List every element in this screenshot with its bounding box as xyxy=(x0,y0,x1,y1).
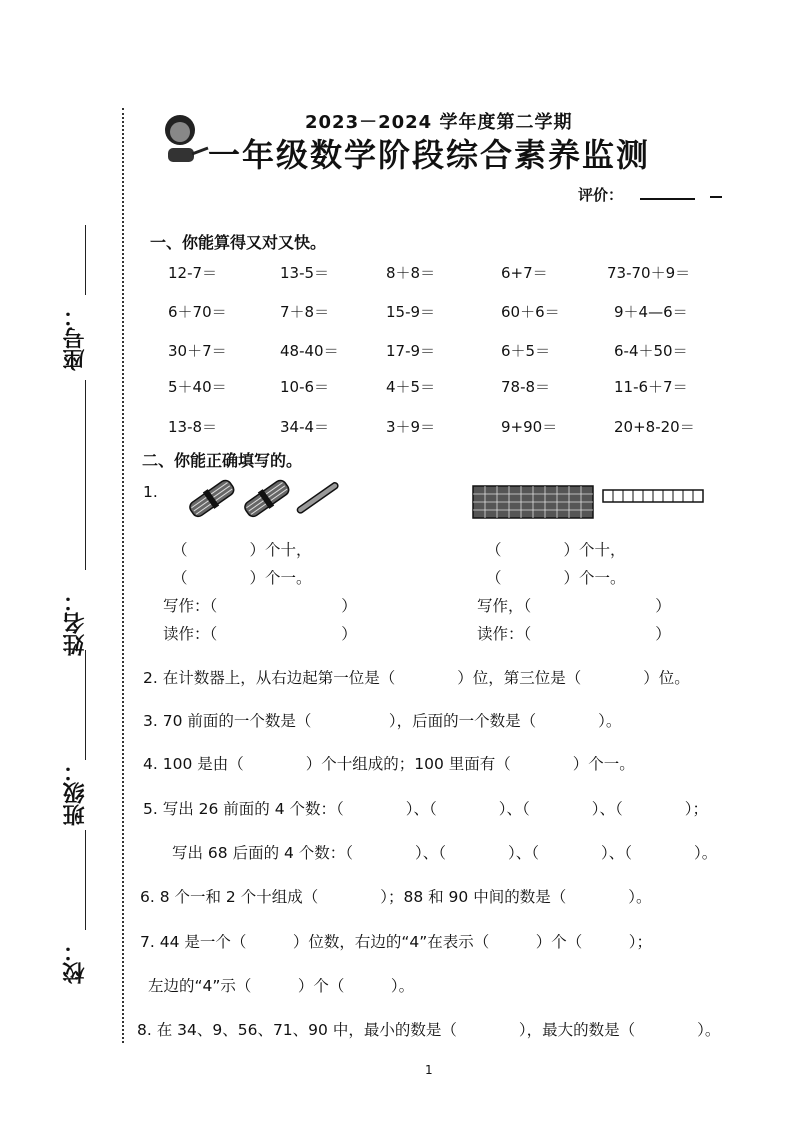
class-label: 班级： xyxy=(63,760,88,826)
calc-item: 73-70＋9＝ xyxy=(607,264,691,282)
q1-right-read: 读作：（ ） xyxy=(477,625,671,643)
section2-heading: 二、你能正确填写的。 xyxy=(142,451,303,470)
question-6: 6. 8 个一和 2 个十组成（ ）；88 和 90 中间的数是（ ）。 xyxy=(140,888,652,906)
calc-item: 6-4＋50＝ xyxy=(614,342,688,360)
calc-item: 48-40＝ xyxy=(280,342,339,360)
calc-item: 9＋4—6＝ xyxy=(614,303,688,321)
seat-line xyxy=(85,225,86,295)
page-title: 一年级数学阶段综合素养监测 xyxy=(208,136,651,174)
calc-item: 9+90＝ xyxy=(501,418,558,436)
calc-item: 15-9＝ xyxy=(386,303,436,321)
question-5b: 写出 68 后面的 4 个数：（ ）、（ ）、（ ）、（ ）。 xyxy=(172,844,718,862)
seat-label: 座号： xyxy=(63,305,88,371)
calc-item: 60＋6＝ xyxy=(501,303,560,321)
q1-right-tens: （ ）个十， xyxy=(486,541,626,559)
calc-item: 6+7＝ xyxy=(501,264,548,282)
name-line-bottom xyxy=(85,650,86,760)
calc-item: 30＋7＝ xyxy=(168,342,227,360)
calc-item: 20+8-20＝ xyxy=(614,418,695,436)
name-line-top xyxy=(85,380,86,570)
term-heading: 2023－2024 学年度第二学期 xyxy=(305,112,573,133)
question-8: 8. 在 34、9、56、71、90 中，最小的数是（ ），最大的数是（ ）。 xyxy=(137,1021,721,1039)
grid-blocks-image xyxy=(472,485,707,519)
rating-dash xyxy=(710,196,722,198)
question-2: 2. 在计数器上，从右边起第一位是（ ）位，第三位是（ ）位。 xyxy=(143,669,690,687)
school-label: 校： xyxy=(63,940,88,984)
section1-heading: 一、你能算得又对又快。 xyxy=(150,233,327,252)
calc-item: 4＋5＝ xyxy=(386,378,436,396)
calc-item: 10-6＝ xyxy=(280,378,330,396)
mascot-logo-icon xyxy=(158,108,210,166)
calc-item: 6＋5＝ xyxy=(501,342,551,360)
stick-bundles-image xyxy=(186,475,341,523)
rating-line xyxy=(640,198,695,200)
class-line xyxy=(85,830,86,930)
question-7a: 7. 44 是一个（ ）位数，右边的“4”在表示（ ）个（ ）； xyxy=(140,933,653,951)
calc-item: 3＋9＝ xyxy=(386,418,436,436)
q1-left-write: 写作：（ ） xyxy=(163,597,357,615)
q1-left-read: 读作：（ ） xyxy=(163,625,357,643)
binding-dotted-line xyxy=(122,108,124,1043)
calc-item: 7＋8＝ xyxy=(280,303,330,321)
calc-item: 34-4＝ xyxy=(280,418,330,436)
question-7b: 左边的“4”示（ ）个（ ）。 xyxy=(148,977,415,995)
calc-item: 5＋40＝ xyxy=(168,378,227,396)
page-number: 1 xyxy=(425,1063,433,1077)
q1-left-ones: （ ）个一。 xyxy=(172,569,312,587)
calc-item: 17-9＝ xyxy=(386,342,436,360)
calc-item: 78-8＝ xyxy=(501,378,551,396)
question-3: 3. 70 前面的一个数是（ ），后面的一个数是（ ）。 xyxy=(143,712,622,730)
calc-item: 11-6＋7＝ xyxy=(614,378,688,396)
calc-item: 12-7＝ xyxy=(168,264,218,282)
calc-item: 6＋70＝ xyxy=(168,303,227,321)
question-5a: 5. 写出 26 前面的 4 个数：（ ）、（ ）、（ ）、（ ）； xyxy=(143,800,709,818)
question-4: 4. 100 是由（ ）个十组成的；100 里面有（ ）个一。 xyxy=(143,755,635,773)
q1-right-write: 写作，（ ） xyxy=(477,597,671,615)
calc-item: 8＋8＝ xyxy=(386,264,436,282)
name-label: 姓名： xyxy=(63,590,88,656)
q1-number: 1. xyxy=(143,483,158,501)
calc-item: 13-8＝ xyxy=(168,418,218,436)
calc-item: 13-5＝ xyxy=(280,264,330,282)
q1-left-tens: （ ）个十， xyxy=(172,541,312,559)
rating-label: 评价： xyxy=(578,186,624,204)
q1-right-ones: （ ）个一。 xyxy=(486,569,626,587)
